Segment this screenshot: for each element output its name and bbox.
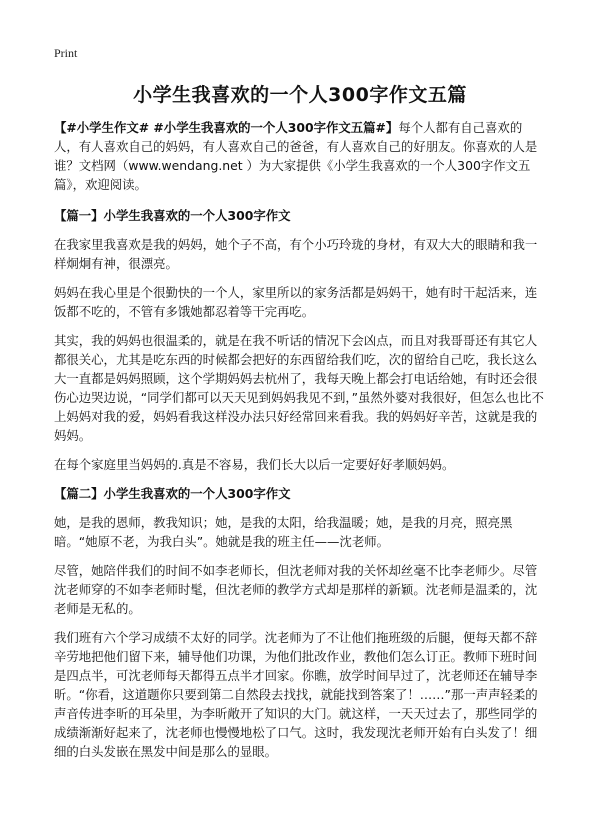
- section-1-paragraph-3: 其实，我的妈妈也很温柔的，就是在我不听话的情况下会凶点，而且对我哥哥还有其它人都很关心，尤其是吃东西的时候都会把好的东西留给我们吃，次的留给自己吃，我长这么大一直都是妈妈照顾，这个学期妈妈去杭州了，我每天晚上都会打电话给她，有时还会很伤心边哭边说，“同学们都可以天天见到妈妈我见不到，”虽然外婆对我很好，但怎么也比不上妈妈对我的爱，妈妈看我这样没办法只好经常回来看我。我的妈妈好辛苦，这就是我的妈妈。: [54, 333, 544, 443]
- section-2-paragraph-3: 我们班有六个学习成绩不太好的同学。沈老师为了不让他们拖班级的后腿，便每天都不辞辛劳地把他们留下来，辅导他们功课，为他们批改作业，教他们怎么订正。教师下班时间是四点半，可沈老师每天都得五点半才回家。你瞧，放学时间早过了，沈老师还在辅导李昕。“你看，这道题你只要到第二自然段去找找，就能找到答案了！……”那一声声轻柔的声音传进李昕的耳朵里，为李昕敞开了知识的大门。就这样，一天天过去了，那些同学的成绩渐渐好起来了，沈老师也慢慢地松了口气。这时，我发现沈老师开始有白头发了！细细的白头发嵌在黑发中间是那么的显眼。: [54, 630, 538, 759]
- section-heading-2: 【篇二】小学生我喜欢的一个人300字作文: [54, 486, 291, 501]
- section-1-paragraph-4: 在每个家庭里当妈妈的.真是不容易，我们长大以后一定要好好孝顺妈妈。: [54, 457, 455, 472]
- intro-paragraph: [54, 118, 546, 194]
- section-heading-1: 【篇一】小学生我喜欢的一个人300字作文: [54, 208, 291, 223]
- section-1-paragraph-1: 在我家里我喜欢是我的妈妈，她个子不高，有个小巧玲珑的身材，有双大大的眼睛和我一样炯炯有神，很漂亮。: [54, 237, 538, 271]
- section-2-paragraph-2: 尽管，她陪伴我们的时间不如李老师长，但沈老师对我的关怀却丝毫不比李老师少。尽管沈老师穿的不如李老师时髦，但沈老师的教学方式却是那样的新颖。沈老师是温柔的，沈老师是无私的。: [54, 563, 538, 616]
- section-2-paragraph-1: 她，是我的恩师，教我知识；她，是我的太阳，给我温暖；她，是我的月亮，照亮黑暗。“她原不老，为我白头”。她就是我的班主任——沈老师。: [54, 515, 513, 549]
- intro-tags: 【#小学生作文# #小学生我喜欢的一个人300字作文五篇#】: [54, 120, 399, 135]
- section-1-paragraph-2: 妈妈在我心里是个很勤快的一个人，家里所以的家务活都是妈妈干，她有时干起活来，连饭都不吃的，不管有多饿她都忍着等干完再吃。: [54, 285, 538, 319]
- print-link[interactable]: Print: [54, 46, 78, 60]
- page-title: 小学生我喜欢的一个人300字作文五篇: [133, 84, 467, 106]
- intro-text: 每个人都有自己喜欢的人，有人喜欢自己的妈妈，有人喜欢自己的爸爸，有人喜欢自己的好朋友。你喜欢的人是谁？文档网（www.wendang.net ）为大家提供《小学生我喜欢的一个人300字作文五篇》，欢迎阅读。: [54, 120, 538, 192]
- article-body: [54, 118, 546, 771]
